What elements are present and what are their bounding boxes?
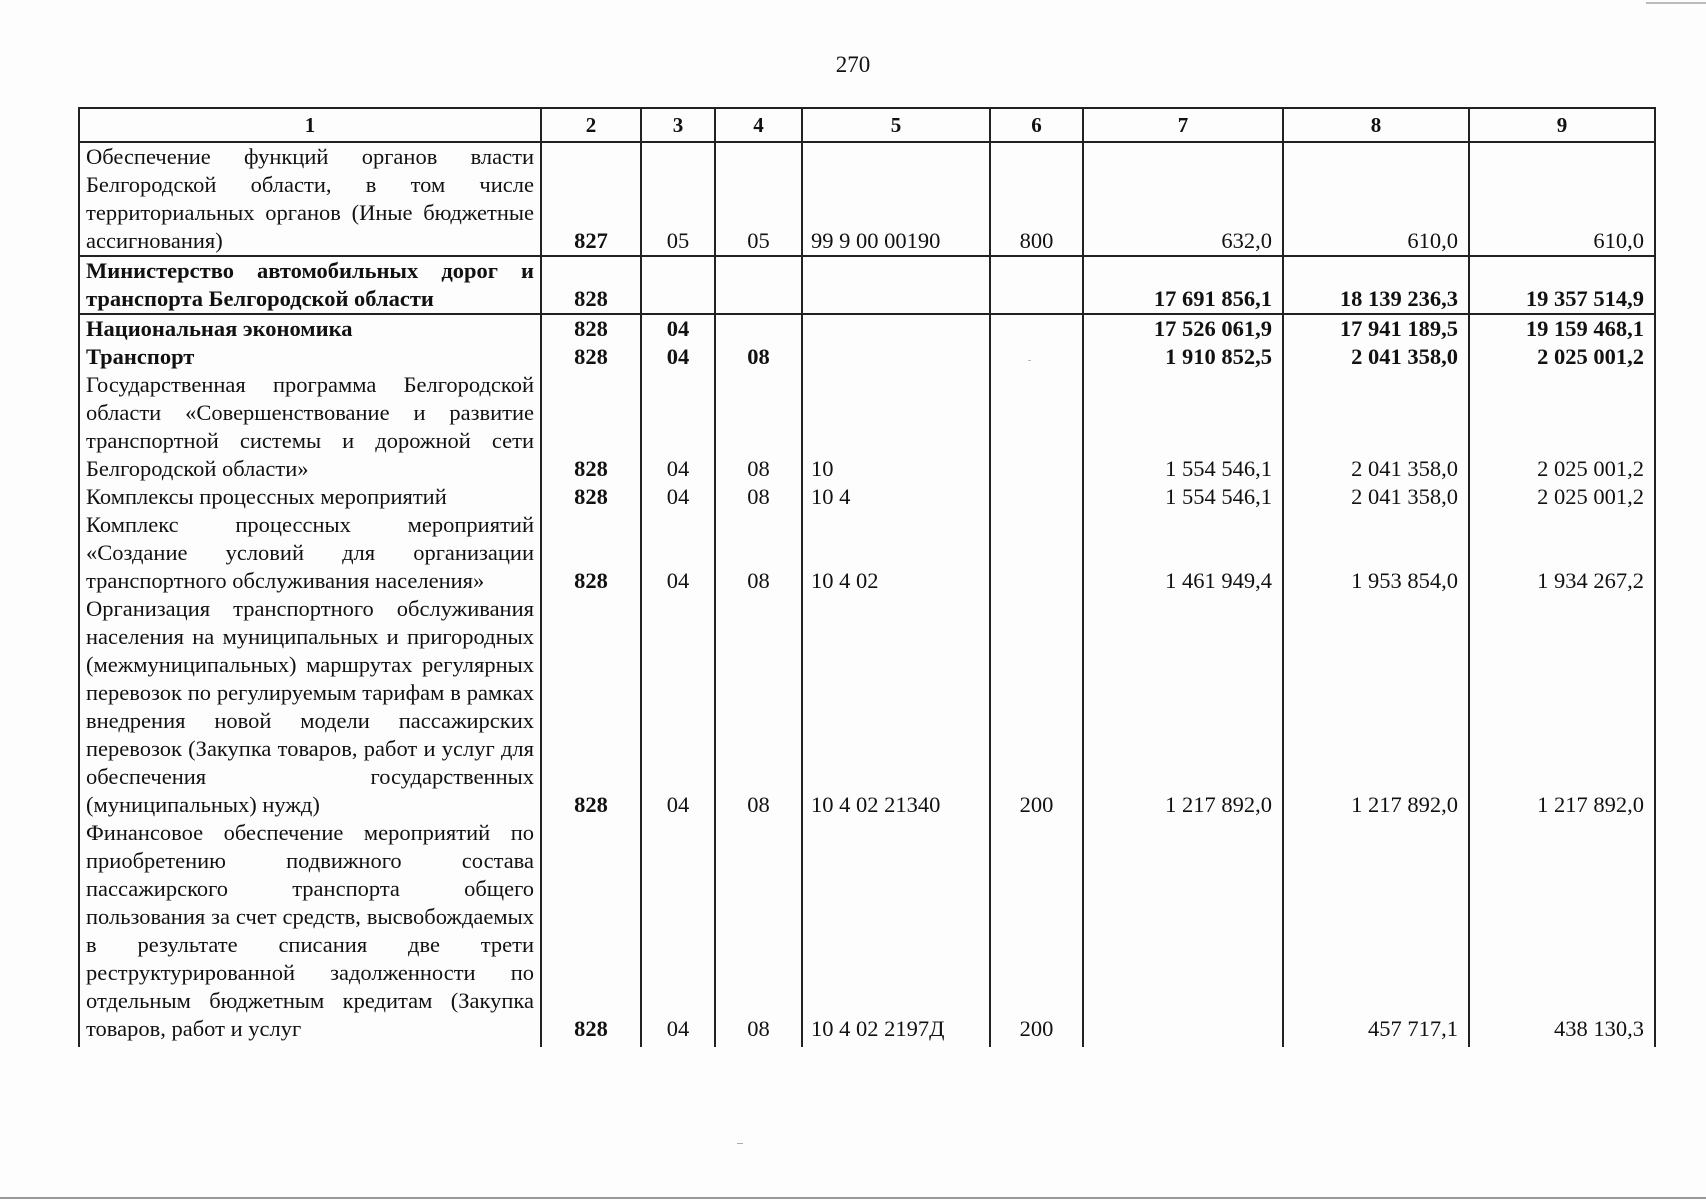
header-col-2: 2 [541, 108, 641, 142]
row-expense-type [990, 256, 1083, 314]
row-amount-col8: 2 041 358,0 [1283, 343, 1469, 371]
table-row [79, 371, 1655, 483]
row-admin-code: 828 [541, 595, 641, 819]
header-col-6: 6 [990, 108, 1083, 142]
table-row [79, 343, 1655, 371]
row-expense-type [990, 511, 1083, 595]
row-name: Комплексы процессных мероприятий [79, 483, 541, 511]
row-admin-code: 828 [541, 511, 641, 595]
row-target-code: 10 4 [802, 483, 990, 511]
row-admin-code: 828 [541, 819, 641, 1047]
row-expense-type [990, 343, 1083, 371]
header-row [79, 108, 1655, 142]
row-section-code: 04 [641, 371, 715, 483]
row-admin-code: 828 [541, 256, 641, 314]
row-amount-col9: 2 025 001,2 [1469, 343, 1655, 371]
row-amount-col9: 2 025 001,2 [1469, 483, 1655, 511]
row-subsection-code: 05 [715, 142, 802, 256]
row-amount-col7: 17 526 061,9 [1083, 314, 1283, 343]
row-expense-type: 200 [990, 595, 1083, 819]
row-section-code: 04 [641, 511, 715, 595]
row-subsection-code: 08 [715, 819, 802, 1047]
row-target-code [802, 343, 990, 371]
row-name: Транспорт [79, 343, 541, 371]
table-row [79, 142, 1655, 256]
table-row [79, 819, 1655, 1047]
row-name: Комплекс процессных мероприятий «Создание условий для организации транспортного обслуживания населения» [79, 511, 541, 595]
row-amount-col8: 457 717,1 [1283, 819, 1469, 1047]
budget-table [78, 107, 1656, 1047]
header-col-1: 1 [79, 108, 541, 142]
header-col-7: 7 [1083, 108, 1283, 142]
table-body [79, 142, 1655, 1047]
row-amount-col7: 1 554 546,1 [1083, 371, 1283, 483]
row-name: Организация транспортного обслуживания населения на муниципальных и пригородных (межмуниципальных) маршрутах регулярных перевозок по регулируемым тарифам в рамках внедрения новой модели пассажирских перевозок (Закупка товаров, работ и услуг для обеспечения государственных (муниципальных) нужд) [79, 595, 541, 819]
row-amount-col8: 2 041 358,0 [1283, 483, 1469, 511]
row-expense-type [990, 483, 1083, 511]
scan-speck [737, 1143, 743, 1144]
row-amount-col7: 632,0 [1083, 142, 1283, 256]
row-name: Национальная экономика [79, 314, 541, 343]
row-section-code [641, 256, 715, 314]
table-header [79, 108, 1655, 142]
row-amount-col8: 610,0 [1283, 142, 1469, 256]
row-section-code: 05 [641, 142, 715, 256]
row-admin-code: 827 [541, 142, 641, 256]
row-name: Государственная программа Белгородской области «Совершенствование и развитие транспортной системы и дорожной сети Белгородской области» [79, 371, 541, 483]
row-target-code: 99 9 00 00190 [802, 142, 990, 256]
row-section-code: 04 [641, 595, 715, 819]
row-amount-col7 [1083, 819, 1283, 1047]
row-admin-code: 828 [541, 314, 641, 343]
header-col-8: 8 [1283, 108, 1469, 142]
table-row [79, 595, 1655, 819]
row-amount-col8: 2 041 358,0 [1283, 371, 1469, 483]
row-subsection-code: 08 [715, 483, 802, 511]
row-target-code: 10 4 02 2197Д [802, 819, 990, 1047]
row-target-code [802, 314, 990, 343]
row-amount-col8: 17 941 189,5 [1283, 314, 1469, 343]
row-section-code: 04 [641, 314, 715, 343]
table-row [79, 314, 1655, 343]
row-amount-col7: 17 691 856,1 [1083, 256, 1283, 314]
row-subsection-code: 08 [715, 511, 802, 595]
row-section-code: 04 [641, 819, 715, 1047]
row-amount-col9: 19 159 468,1 [1469, 314, 1655, 343]
page-number: 270 [835, 52, 871, 77]
row-section-code: 04 [641, 483, 715, 511]
row-admin-code: 828 [541, 343, 641, 371]
scan-edge-top [1646, 2, 1706, 4]
row-expense-type: 200 [990, 819, 1083, 1047]
row-target-code: 10 4 02 [802, 511, 990, 595]
scan-edge-bottom [0, 1197, 1706, 1199]
row-amount-col7: 1 910 852,5 [1083, 343, 1283, 371]
table-row [79, 511, 1655, 595]
row-amount-col9: 19 357 514,9 [1469, 256, 1655, 314]
row-subsection-code [715, 256, 802, 314]
row-expense-type [990, 371, 1083, 483]
row-amount-col9: 2 025 001,2 [1469, 371, 1655, 483]
row-target-code: 10 [802, 371, 990, 483]
row-subsection-code [715, 314, 802, 343]
row-amount-col9: 1 934 267,2 [1469, 511, 1655, 595]
row-name: Министерство автомобильных дорог и транспорта Белгородской области [79, 256, 541, 314]
row-subsection-code: 08 [715, 595, 802, 819]
row-name: Обеспечение функций органов власти Белгородской области, в том числе территориальных органов (Иные бюджетные ассигнования) [79, 142, 541, 256]
header-col-5: 5 [802, 108, 990, 142]
header-col-4: 4 [715, 108, 802, 142]
row-amount-col7: 1 217 892,0 [1083, 595, 1283, 819]
row-section-code: 04 [641, 343, 715, 371]
row-amount-col9: 438 130,3 [1469, 819, 1655, 1047]
row-subsection-code: 08 [715, 371, 802, 483]
row-amount-col7: 1 554 546,1 [1083, 483, 1283, 511]
row-amount-col8: 1 953 854,0 [1283, 511, 1469, 595]
row-amount-col8: 1 217 892,0 [1283, 595, 1469, 819]
row-subsection-code: 08 [715, 343, 802, 371]
row-amount-col7: 1 461 949,4 [1083, 511, 1283, 595]
row-admin-code: 828 [541, 483, 641, 511]
row-amount-col9: 610,0 [1469, 142, 1655, 256]
row-target-code [802, 256, 990, 314]
header-col-3: 3 [641, 108, 715, 142]
row-expense-type: 800 [990, 142, 1083, 256]
row-target-code: 10 4 02 21340 [802, 595, 990, 819]
row-amount-col8: 18 139 236,3 [1283, 256, 1469, 314]
row-admin-code: 828 [541, 371, 641, 483]
table-row [79, 483, 1655, 511]
header-col-9: 9 [1469, 108, 1655, 142]
row-expense-type [990, 314, 1083, 343]
row-name: Финансовое обеспечение мероприятий по приобретению подвижного состава пассажирского транспорта общего пользования за счет средств, высвобождаемых в результате списания две трети реструктурированной задолженности по отдельным бюджетным кредитам (Закупка товаров, работ и услуг [79, 819, 541, 1047]
row-amount-col9: 1 217 892,0 [1469, 595, 1655, 819]
table-row [79, 256, 1655, 314]
